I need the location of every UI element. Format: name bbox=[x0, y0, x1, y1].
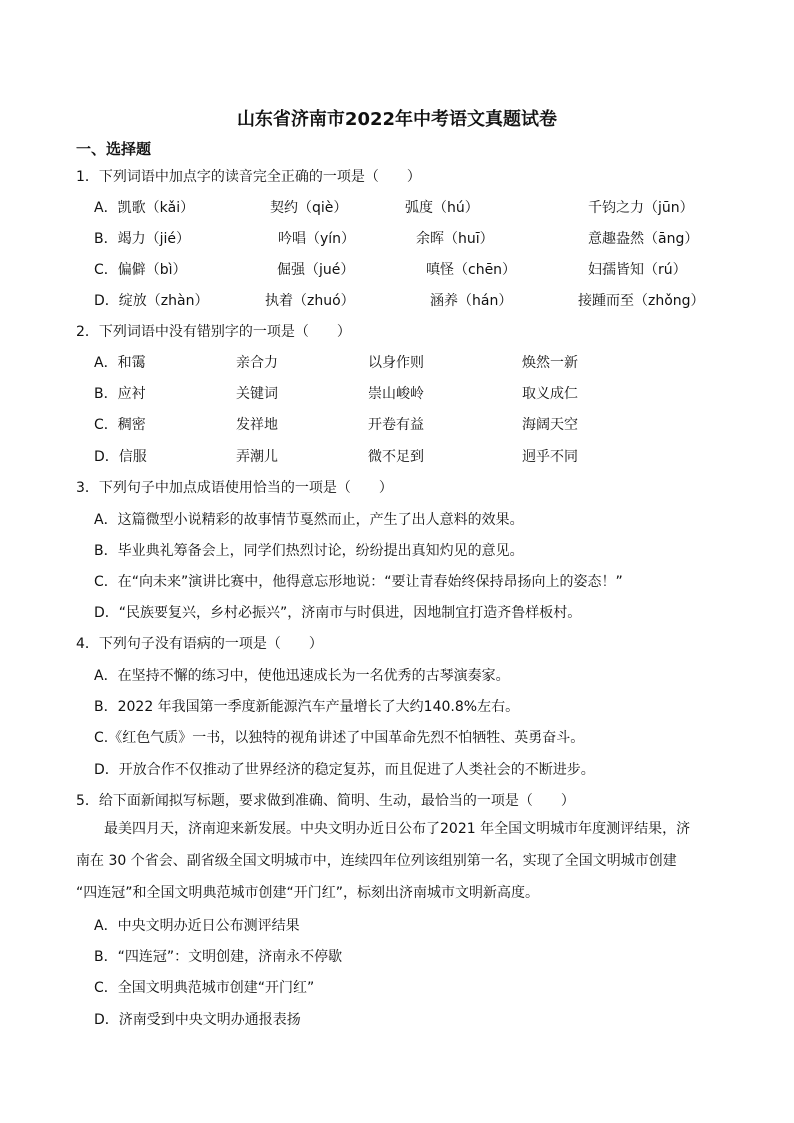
option-cell: 倔强（jué） bbox=[277, 262, 355, 278]
option-cell: 弧度（hú） bbox=[405, 200, 479, 216]
question-5-option-d: D．济南受到中央文明办通报表扬 bbox=[94, 1012, 301, 1028]
question-1-row-d bbox=[0, 290, 794, 310]
option-cell: 契约（qiè） bbox=[270, 200, 348, 216]
question-5-option-b: B．“四连冠”：文明创建，济南永不停歇 bbox=[94, 949, 343, 965]
option-cell: 执着（zhuó） bbox=[265, 293, 355, 309]
question-2-row-a bbox=[0, 352, 794, 372]
question-3-option-a: A．这篇微型小说精彩的故事情节戛然而止，产生了出人意料的效果。 bbox=[94, 512, 524, 528]
passage-line: 最美四月天，济南迎来新发展。中央文明办近日公布了2021 年全国文明城市年度测评结果，济 bbox=[104, 821, 691, 837]
question-2-row-b bbox=[0, 383, 794, 403]
question-4-option-d: D．开放合作不仅推动了世界经济的稳定复苏，而且促进了人类社会的不断进步。 bbox=[94, 762, 595, 778]
question-5-option-a: A．中央文明办近日公布测评结果 bbox=[94, 918, 300, 934]
question-3-stem: 3．下列句子中加点成语使用恰当的一项是（ ） bbox=[76, 480, 393, 496]
news-passage bbox=[76, 813, 726, 909]
question-3-option-c: C．在“向未来”演讲比赛中，他得意忘形地说：“要让青春始终保持昂扬向上的姿态！” bbox=[94, 574, 623, 590]
section-heading: 一、选择题 bbox=[76, 140, 152, 158]
option-cell: C．稠密 bbox=[94, 417, 146, 433]
option-cell: D．信服 bbox=[94, 449, 147, 465]
question-3-option-b: B．毕业典礼筹备会上，同学们热烈讨论，纷纷提出真知灼见的意见。 bbox=[94, 543, 524, 559]
option-cell: 微不足到 bbox=[368, 449, 424, 465]
question-5-option-c: C．全国文明典范城市创建“开门红” bbox=[94, 980, 315, 996]
option-cell: 余晖（huī） bbox=[416, 231, 494, 247]
option-cell: 意趣盎然（āng） bbox=[588, 231, 699, 247]
option-cell: 取义成仁 bbox=[522, 386, 578, 402]
option-cell: 妇孺皆知（rú） bbox=[588, 262, 687, 278]
option-cell: 开卷有益 bbox=[368, 417, 424, 433]
option-cell: 迥乎不同 bbox=[522, 449, 578, 465]
passage-line: “四连冠”和全国文明典范城市创建“开门红”，标刻出济南城市文明新高度。 bbox=[76, 885, 540, 901]
question-3-option-d: D．“民族要复兴，乡村必振兴”，济南市与时俱进，因地制宜打造齐鲁样板村。 bbox=[94, 605, 582, 621]
question-2-row-c bbox=[0, 414, 794, 434]
option-cell: 吟唱（yín） bbox=[278, 231, 356, 247]
question-5-stem: 5．给下面新闻拟写标题，要求做到准确、简明、生动，最恰当的一项是（ ） bbox=[76, 793, 575, 809]
option-cell: 亲合力 bbox=[236, 355, 278, 371]
option-cell: C．偏僻（bì） bbox=[94, 262, 187, 278]
question-1-row-c bbox=[0, 259, 794, 279]
option-cell: 崇山峻岭 bbox=[368, 386, 424, 402]
question-4-stem: 4．下列句子没有语病的一项是（ ） bbox=[76, 636, 323, 652]
option-cell: 以身作则 bbox=[368, 355, 424, 371]
option-cell: 千钧之力（jūn） bbox=[588, 200, 694, 216]
question-2-row-d bbox=[0, 446, 794, 466]
option-cell: 接踵而至（zhǒng） bbox=[578, 293, 705, 309]
option-cell: 海阔天空 bbox=[522, 417, 578, 433]
option-cell: 焕然一新 bbox=[522, 355, 578, 371]
question-2-stem: 2．下列词语中没有错别字的一项是（ ） bbox=[76, 324, 351, 340]
option-cell: 关键词 bbox=[236, 386, 278, 402]
question-1-stem: 1．下列词语中加点字的读音完全正确的一项是（ ） bbox=[76, 169, 421, 185]
option-cell: D．绽放（zhàn） bbox=[94, 293, 209, 309]
option-cell: 弄潮儿 bbox=[236, 449, 278, 465]
question-4-option-c: C.《红色气质》一书，以独特的视角讲述了中国革命先烈不怕牺牲、英勇奋斗。 bbox=[94, 730, 585, 746]
option-cell: B．竭力（jié） bbox=[94, 231, 190, 247]
option-cell: 发祥地 bbox=[236, 417, 278, 433]
page-title: 山东省济南市2022年中考语文真题试卷 bbox=[236, 109, 558, 130]
option-cell: B．应衬 bbox=[94, 386, 146, 402]
question-1-row-a bbox=[0, 197, 794, 217]
option-cell: A．和霭 bbox=[94, 355, 146, 371]
option-cell: 涵养（hán） bbox=[430, 293, 513, 309]
question-4-option-b: B．2022 年我国第一季度新能源汽车产量增长了大约140.8%左右。 bbox=[94, 699, 520, 715]
question-4-option-a: A．在坚持不懈的练习中，使他迅速成长为一名优秀的古琴演奏家。 bbox=[94, 668, 510, 684]
question-1-row-b bbox=[0, 228, 794, 248]
option-cell: A．凯歌（kǎi） bbox=[94, 200, 195, 216]
option-cell: 嗔怪（chēn） bbox=[426, 262, 517, 278]
passage-line: 南在 30 个省会、副省级全国文明城市中，连续四年位列该组别第一名，实现了全国文明城市创建 bbox=[76, 853, 677, 869]
